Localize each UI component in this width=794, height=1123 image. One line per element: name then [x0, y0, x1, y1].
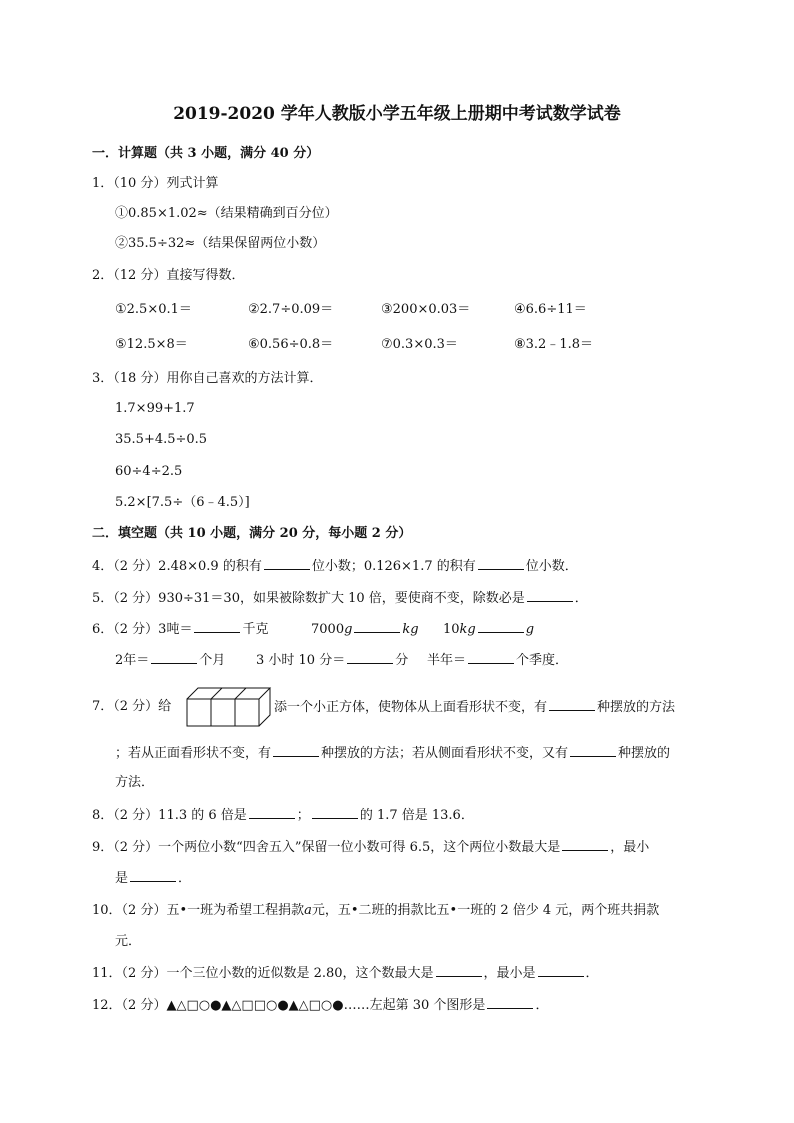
question-6-line-1: 6．（2 分）3吨＝ 千克 — [92, 619, 268, 640]
section-heading-fill-in: 二．填空题（共 10 小题，满分 20 分，每小题 2 分） — [92, 526, 412, 541]
answer-blank[interactable] — [487, 995, 533, 1009]
question-2-stem: 2．（12 分）直接写得数． — [92, 268, 245, 283]
question-1-part-a: ①0.85×1.02≈（结果精确到百分位） — [115, 206, 338, 221]
answer-blank[interactable] — [527, 588, 573, 602]
answer-blank[interactable] — [436, 963, 482, 977]
answer-blank[interactable] — [194, 619, 240, 633]
question-6-years-to-months: 2年＝ 个月 — [115, 650, 225, 671]
answer-blank[interactable] — [130, 868, 176, 882]
question-4: 4．（2 分）2.48×0.9 的积有 位小数；0.126×1.7 的积有 位小数． — [92, 556, 578, 577]
question-2-item: ⑦0.3×0.3＝ — [381, 337, 458, 352]
question-2-item: ②2.7÷0.09＝ — [248, 302, 334, 317]
question-1-stem: 1．（10 分）列式计算 — [92, 176, 219, 191]
question-8: 8．（2 分）11.3 的 6 倍是 ； 的 1.7 倍是 13.6． — [92, 805, 474, 826]
answer-blank[interactable] — [347, 650, 393, 664]
answer-blank[interactable] — [478, 619, 524, 633]
three-cubes-figure — [186, 685, 272, 729]
answer-blank[interactable] — [264, 556, 310, 570]
question-2-item: ③200×0.03＝ — [381, 302, 471, 317]
question-7-line-1: 添一个小正方体，使物体从上面看形状不变，有 种摆放的方法 — [274, 697, 675, 718]
answer-blank[interactable] — [468, 650, 514, 664]
question-2-item: ⑧3.2﹣1.8＝ — [514, 337, 594, 352]
question-2-item: ①2.5×0.1＝ — [115, 302, 192, 317]
section-heading-calculation: 一．计算题（共 3 小题，满分 40 分） — [92, 146, 320, 161]
answer-blank[interactable] — [354, 619, 400, 633]
question-6-hours-to-minutes: 3 小时 10 分＝ 分 — [256, 650, 408, 671]
question-1-part-b: ②35.5÷32≈（结果保留两位小数） — [115, 236, 326, 251]
answer-blank[interactable] — [312, 805, 358, 819]
question-7-prefix: 7．（2 分）给 — [92, 699, 172, 714]
answer-blank[interactable] — [249, 805, 295, 819]
page-title: 2019-2020 学年人教版小学五年级上册期中考试数学试卷 — [173, 104, 621, 124]
answer-blank[interactable] — [570, 743, 616, 757]
answer-blank[interactable] — [549, 697, 595, 711]
question-2-item: ⑤12.5×8＝ — [115, 337, 188, 352]
question-6-half-year-to-seasons: 半年＝ 个季度． — [427, 650, 568, 671]
question-6-weight-kg-to-g: 10kg g — [443, 619, 534, 640]
question-10-line-1: 10．（2 分）五•一班为希望工程捐款a元，五•二班的捐款比五•一班的 2 倍少 4 元，两个班共捐款 — [92, 903, 660, 918]
question-3-item: 1.7×99+1.7 — [115, 401, 195, 416]
question-7-line-2: ；若从正面看形状不变，有 种摆放的方法；若从侧面看形状不变，又有 种摆放的 — [115, 743, 670, 764]
question-2-item: ⑥0.56÷0.8＝ — [248, 337, 334, 352]
question-6-weight-g-to-kg: 7000g kg — [311, 619, 419, 640]
question-9-line-1: 9．（2 分）一个两位小数“四舍五入”保留一位小数可得 6.5，这个两位小数最大是 ，最小 — [92, 837, 649, 858]
question-3-item: 60÷4÷2.5 — [115, 464, 183, 479]
question-9-line-2: 是 ． — [115, 868, 191, 889]
question-10-line-2: 元． — [115, 934, 142, 949]
answer-blank[interactable] — [151, 650, 197, 664]
question-2-item: ④6.6÷11＝ — [514, 302, 587, 317]
answer-blank[interactable] — [478, 556, 524, 570]
answer-blank[interactable] — [273, 743, 319, 757]
question-11: 11．（2 分）一个三位小数的近似数是 2.80，这个数最大是 ，最小是 ． — [92, 963, 599, 984]
question-3-item: 35.5+4.5÷0.5 — [115, 432, 208, 447]
question-12: 12．（2 分）▲△□○●▲△□□○●▲△□○●……左起第 30 个图形是 ． — [92, 995, 548, 1016]
question-7-line-3: 方法． — [115, 775, 155, 790]
answer-blank[interactable] — [562, 837, 608, 851]
question-3-stem: 3．（18 分）用你自己喜欢的方法计算． — [92, 371, 323, 386]
question-3-item: 5.2×[7.5÷（6﹣4.5）] — [115, 495, 250, 510]
answer-blank[interactable] — [538, 963, 584, 977]
question-5: 5．（2 分）930÷31＝30，如果被除数扩大 10 倍，要使商不变，除数必是 ． — [92, 588, 588, 609]
